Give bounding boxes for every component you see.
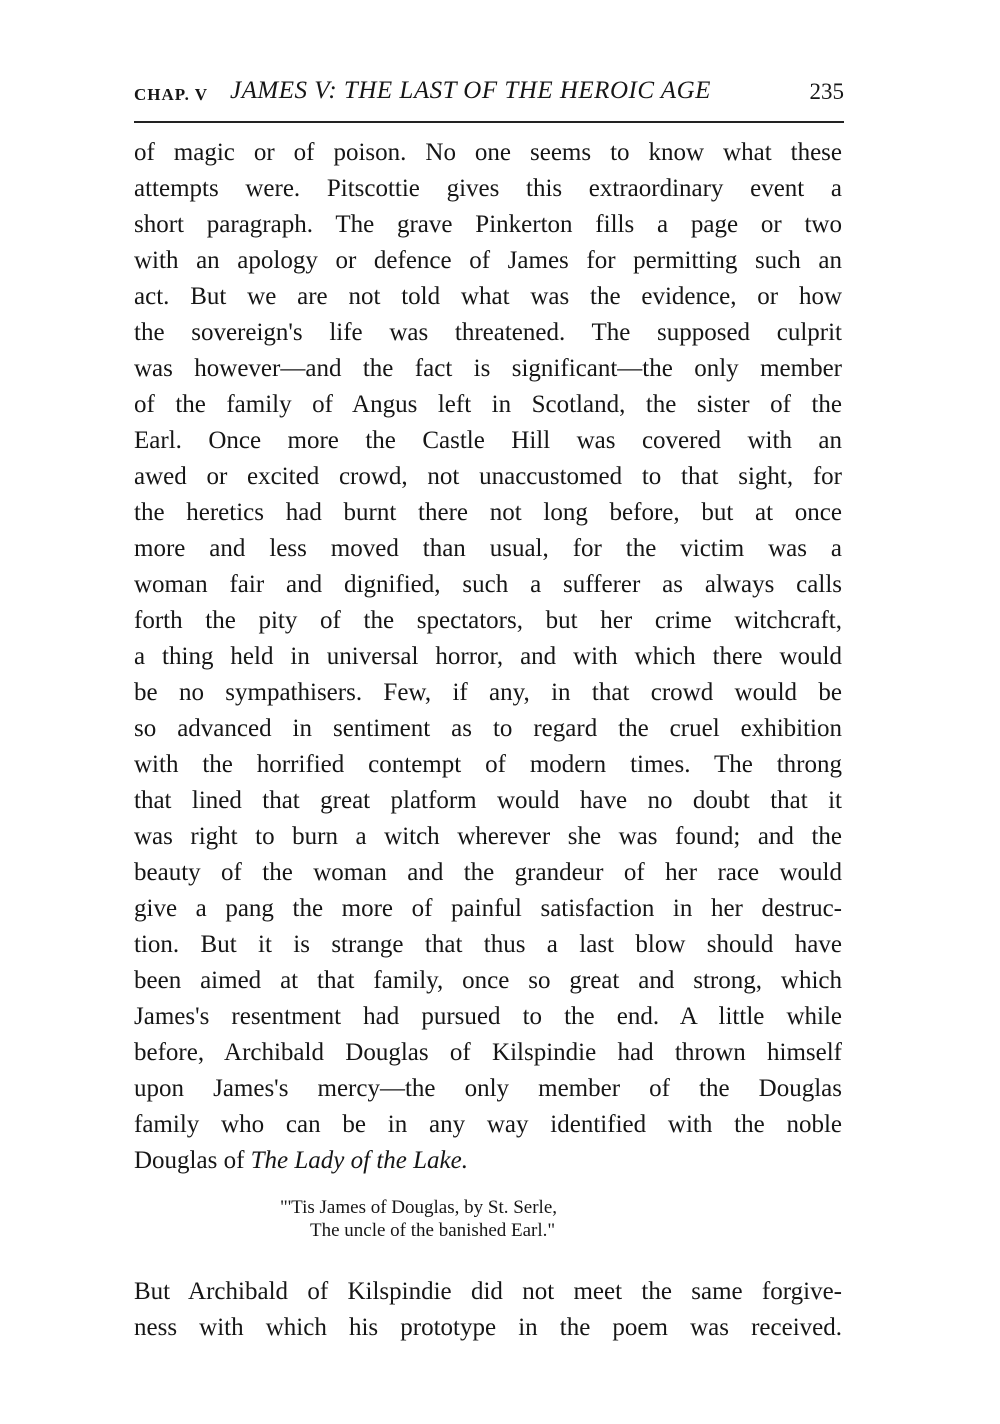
verse-line-2: The uncle of the banished Earl." <box>310 1220 556 1241</box>
text-line: was however—and the fact is significant—the only member <box>134 355 842 382</box>
text-line: been aimed at that family, once so great and strong, which <box>134 967 842 994</box>
text-line: woman fair and dignified, such a sufferer as always calls <box>134 571 842 598</box>
verse-line-1: "'Tis James of Douglas, by St. Serle, <box>280 1197 558 1218</box>
text-line-prefix: Douglas of <box>134 1147 251 1174</box>
page-number: 235 <box>809 79 844 104</box>
closing-paragraph <box>134 1274 842 1346</box>
text-line: a thing held in universal horror, and with which there would <box>134 643 842 670</box>
book-title-italic: The Lady of the Lake. <box>250 1147 468 1174</box>
header-rule <box>134 121 844 123</box>
text-line: But Archibald of Kilspindie did not meet the same forgive- <box>134 1278 842 1305</box>
text-line-final <box>134 1143 842 1179</box>
text-line: short paragraph. The grave Pinkerton fills a page or two <box>134 211 842 238</box>
text-line: was right to burn a witch wherever she was found; and the <box>134 823 842 850</box>
text-line: give a pang the more of painful satisfaction in her destruc- <box>134 895 842 922</box>
running-title: JAMES V: THE LAST OF THE HEROIC AGE <box>230 77 711 104</box>
text-line: James's resentment had pursued to the end. A little while <box>134 1003 842 1030</box>
text-line: the sovereign's life was threatened. The supposed culprit <box>134 319 842 346</box>
text-line: before, Archibald Douglas of Kilspindie had thrown himself <box>134 1039 842 1066</box>
text-line: awed or excited crowd, not unaccustomed to that sight, for <box>134 463 842 490</box>
text-line: act. But we are not told what was the evidence, or how <box>134 283 842 310</box>
running-header <box>134 73 844 113</box>
text-line: that lined that great platform would have no doubt that it <box>134 787 842 814</box>
text-line: be no sympathisers. Few, if any, in that crowd would be <box>134 679 842 706</box>
text-line: beauty of the woman and the grandeur of her race would <box>134 859 842 886</box>
text-line: tion. But it is strange that thus a last blow should have <box>134 931 842 958</box>
text-line: Earl. Once more the Castle Hill was covered with an <box>134 427 842 454</box>
verse-quotation <box>280 1196 700 1242</box>
text-line: attempts were. Pitscottie gives this extraordinary event a <box>134 175 842 202</box>
text-line: of magic or of poison. No one seems to know what these <box>134 139 842 166</box>
text-line: with an apology or defence of James for permitting such an <box>134 247 842 274</box>
text-line: with the horrified contempt of modern times. The throng <box>134 751 842 778</box>
text-line: the heretics had burnt there not long before, but at once <box>134 499 842 526</box>
text-line: ness with which his prototype in the poem was received. <box>134 1314 842 1341</box>
text-line: more and less moved than usual, for the victim was a <box>134 535 842 562</box>
text-line: so advanced in sentiment as to regard the cruel exhibition <box>134 715 842 742</box>
text-line: upon James's mercy—the only member of the Douglas <box>134 1075 842 1102</box>
body-paragraph <box>134 135 842 1179</box>
chapter-label: CHAP. V <box>134 85 209 104</box>
text-line: forth the pity of the spectators, but her crime witchcraft, <box>134 607 842 634</box>
text-line: of the family of Angus left in Scotland, the sister of the <box>134 391 842 418</box>
text-line: family who can be in any way identified with the noble <box>134 1111 842 1138</box>
